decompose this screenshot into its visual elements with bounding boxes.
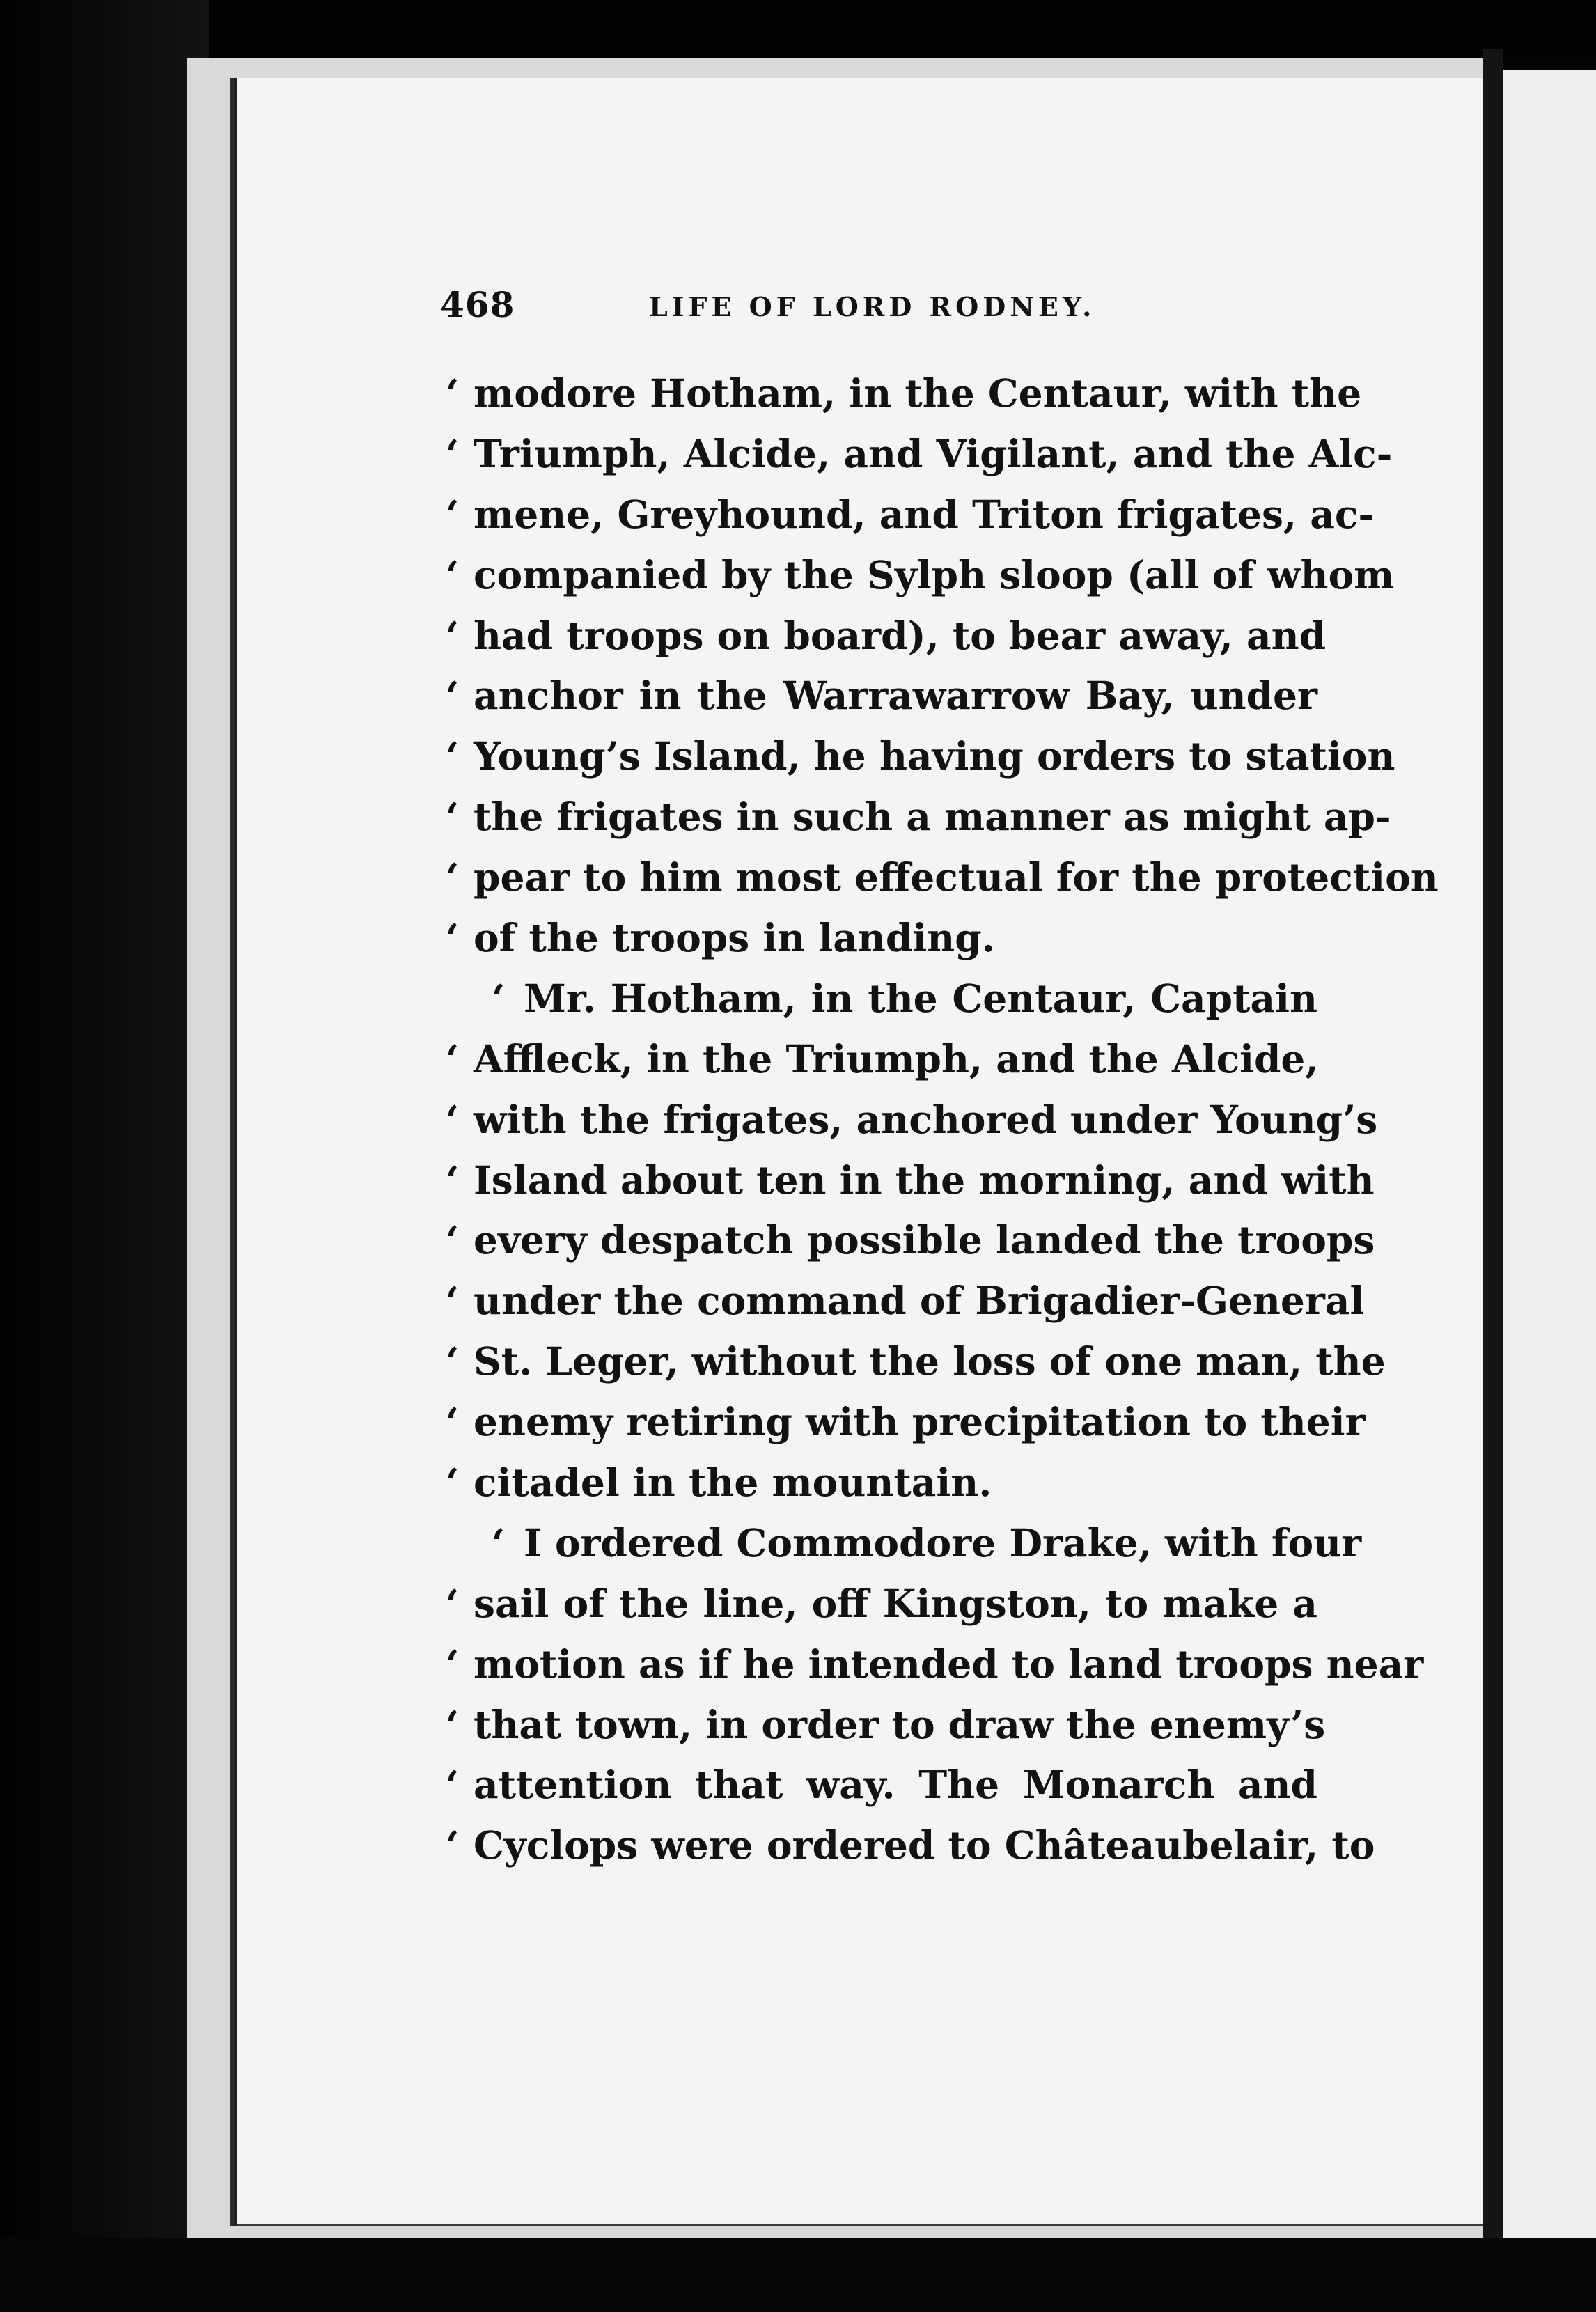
text-line <box>446 545 1395 606</box>
line-text: St. Leger, without the loss of one man, the <box>474 1338 1386 1384</box>
running-head <box>440 284 1317 333</box>
line-text: the frigates in such a manner as might ap- <box>474 794 1391 840</box>
text-line <box>446 908 1323 969</box>
book-binding-shadow <box>0 0 209 2312</box>
text-line <box>446 364 1362 424</box>
text-line <box>446 1090 1378 1150</box>
line-text: citadel in the mountain. <box>474 1460 992 1506</box>
text-line <box>446 1815 1375 1876</box>
text-line <box>446 1695 1326 1756</box>
quote-mark: ‘ <box>446 1338 460 1384</box>
quote-mark: ‘ <box>446 1580 460 1626</box>
text-line <box>446 1150 1375 1211</box>
line-text: Island about ten in the morning, and with <box>474 1157 1375 1203</box>
line-text: modore Hotham, in the Centaur, with the <box>474 370 1362 416</box>
quote-mark: ‘ <box>446 491 460 537</box>
text-line <box>446 1331 1386 1392</box>
quote-mark: ‘ <box>446 1701 460 1747</box>
line-text: every despatch possible landed the troops <box>474 1217 1375 1263</box>
scan-top-edge <box>0 0 1596 58</box>
quote-mark: ‘ <box>446 1217 460 1263</box>
quote-mark: ‘ <box>446 1278 460 1324</box>
text-line <box>446 485 1375 545</box>
quote-mark: ‘ <box>446 915 460 961</box>
quote-mark: ‘ <box>492 1520 506 1565</box>
text-line <box>446 1634 1424 1695</box>
text-line <box>446 787 1391 848</box>
quote-mark: ‘ <box>446 673 460 719</box>
text-line <box>446 1210 1375 1271</box>
quote-mark: ‘ <box>446 854 460 900</box>
page-left-edge <box>234 78 237 2226</box>
line-text: under the command of Brigadier-General <box>474 1278 1365 1324</box>
running-title: LIFE OF LORD RODNEY. <box>649 291 1096 322</box>
line-text: with the frigates, anchored under Young’s <box>474 1096 1378 1142</box>
quote-mark: ‘ <box>446 1157 460 1203</box>
text-line <box>446 666 1323 726</box>
line-text: I ordered Commodore Drake, with four <box>524 1520 1362 1565</box>
line-text: sail of the line, off Kingston, to make a <box>474 1580 1317 1626</box>
quote-mark: ‘ <box>446 1460 460 1506</box>
scan-bottom-edge <box>0 2238 1596 2312</box>
quote-mark: ‘ <box>446 1822 460 1868</box>
text-line <box>446 1574 1323 1634</box>
text-line <box>446 1271 1365 1331</box>
adjacent-page-edge <box>1503 70 1596 2242</box>
paragraph-first-line <box>446 969 1323 1029</box>
line-text: attention that way. The Monarch and <box>474 1762 1317 1808</box>
quote-mark: ‘ <box>446 1096 460 1142</box>
quote-mark: ‘ <box>446 1036 460 1081</box>
line-text: companied by the Sylph sloop (all of whom <box>474 552 1395 597</box>
line-text: Affleck, in the Triumph, and the Alcide, <box>474 1036 1319 1081</box>
text-line <box>446 848 1439 908</box>
line-text: Triumph, Alcide, and Vigilant, and the Alc- <box>474 430 1393 476</box>
line-text: pear to him most effectual for the protection <box>474 854 1439 900</box>
line-text: had troops on board), to bear away, and <box>474 612 1327 658</box>
quote-mark: ‘ <box>446 430 460 476</box>
text-line <box>446 424 1393 485</box>
page-number: 468 <box>440 284 515 325</box>
gutter-shadow <box>1483 49 1503 2249</box>
text-line <box>446 606 1327 666</box>
body-text <box>446 364 1439 1876</box>
line-text: anchor in the Warrawarrow Bay, under <box>474 673 1317 719</box>
quote-mark: ‘ <box>446 1762 460 1808</box>
line-text: of the troops in landing. <box>474 915 995 961</box>
line-text: that town, in order to draw the enemy’s <box>474 1701 1326 1747</box>
text-line <box>446 1755 1323 1815</box>
line-text: Mr. Hotham, in the Centaur, Captain <box>524 975 1317 1021</box>
line-text: Young’s Island, he having orders to station <box>474 733 1395 779</box>
text-line <box>446 726 1395 787</box>
quote-mark: ‘ <box>446 612 460 658</box>
quote-mark: ‘ <box>446 733 460 779</box>
paragraph-first-line <box>446 1513 1362 1574</box>
quote-mark: ‘ <box>446 1399 460 1445</box>
quote-mark: ‘ <box>446 552 460 597</box>
line-text: enemy retiring with precipitation to their <box>474 1399 1366 1445</box>
quote-mark: ‘ <box>446 1641 460 1687</box>
quote-mark: ‘ <box>446 794 460 840</box>
line-text: Cyclops were ordered to Châteaubelair, to <box>474 1822 1375 1868</box>
quote-mark: ‘ <box>446 370 460 416</box>
text-line <box>446 1029 1323 1090</box>
text-line <box>446 1392 1366 1453</box>
line-text: motion as if he intended to land troops near <box>474 1641 1424 1687</box>
text-line <box>446 1453 1323 1513</box>
line-text: mene, Greyhound, and Triton frigates, ac- <box>474 491 1375 537</box>
quote-mark: ‘ <box>492 975 506 1021</box>
